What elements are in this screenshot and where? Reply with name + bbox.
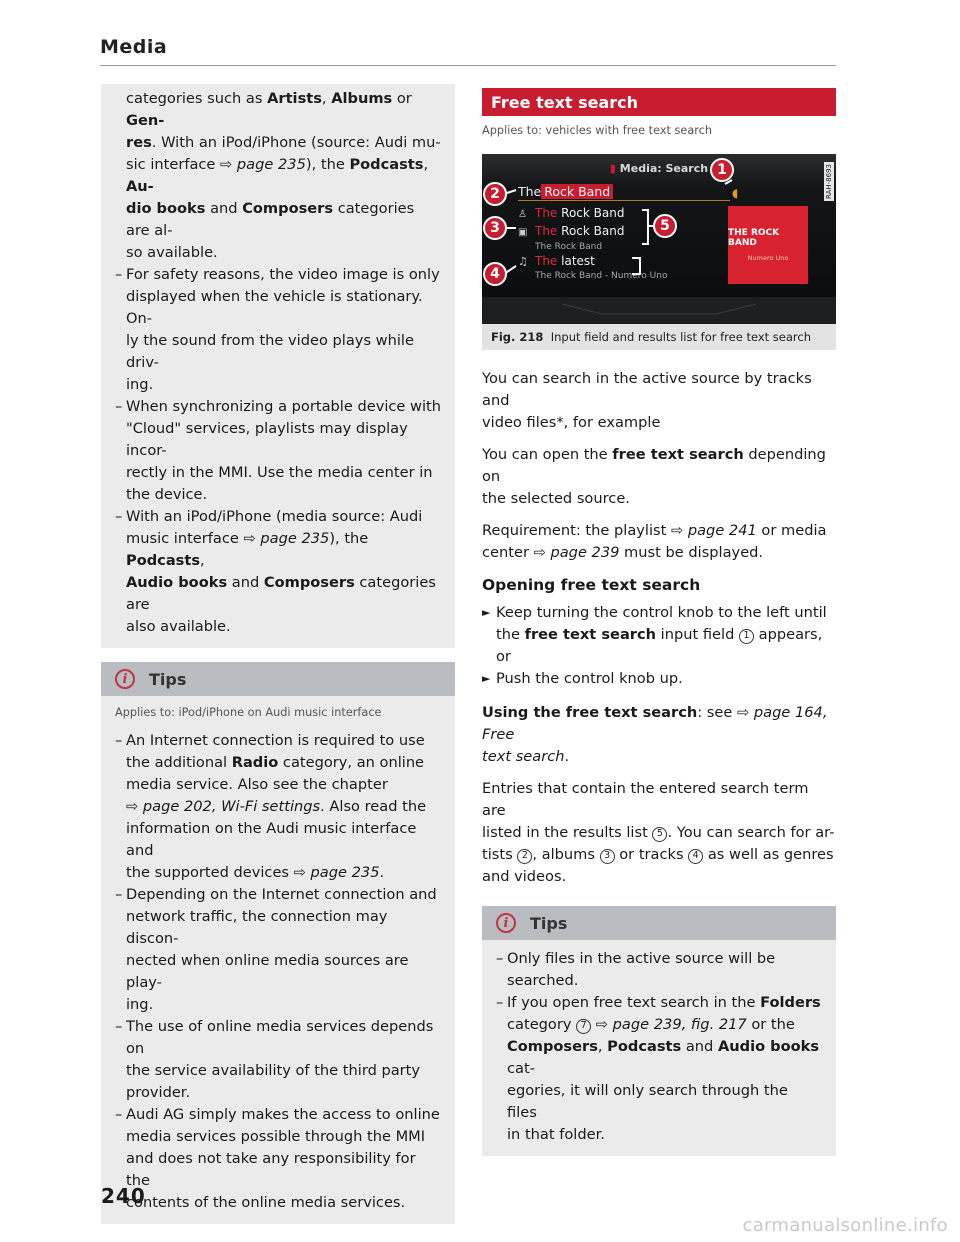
paragraph: You can search in the active source by tracks and video files*, for example <box>482 370 812 431</box>
page-number: 240 <box>101 1184 146 1208</box>
tips-box-right <box>482 940 836 1156</box>
tips-bullet-list <box>496 948 822 1146</box>
album-icon: ▣ <box>518 227 528 238</box>
right-column <box>482 88 836 1156</box>
text-line: sic interface ⇨ page 235), the Podcasts, Au- <box>126 156 429 195</box>
list-item: – An Internet connection is required to use the additional Radio category, an online media service. Also see the chapter ⇨ page 202, Wi-Fi settings. Also read the information on the Audi music interface and the supported devices ⇨ page 235. <box>115 732 427 881</box>
tips-box <box>101 696 455 1224</box>
list-item: – Depending on the Internet connection and network traffic, the connection may discon- nected when online media sources are play- ing. <box>115 886 437 1013</box>
tips-bullet-list <box>115 730 441 1214</box>
tips-header-right <box>482 906 836 940</box>
list-item: – For safety reasons, the video image is only displayed when the vehicle is stationary. On- ly the sound from the video plays while driv- ing. <box>115 266 440 393</box>
intro-paragraph <box>115 88 441 264</box>
list-item: – Audi AG simply makes the access to online media services possible through the MMI and does not take any responsibility for the contents of the online media services. <box>115 1106 440 1211</box>
entries-paragraph: Entries that contain the entered search term are listed in the results list 5 . You can search for ar- tists 2 , albums 3 or tracks 4 as well as genres and videos. <box>482 780 835 885</box>
figure-ref-code: RAH-8693 <box>825 164 833 199</box>
info-bullet-list <box>115 264 441 638</box>
callout-3: 3 <box>483 216 507 240</box>
tips-header <box>101 662 455 696</box>
screen-title: ▮ Media: Search <box>609 162 709 175</box>
list-item: ► Keep turning the control knob to the left until the free text search input field 1 appears, or <box>482 604 827 665</box>
figure-caption: Fig. 218 Input field and results list for free text search <box>482 324 836 350</box>
text-line: categories such as Artists, Albums or Gen- <box>126 90 412 129</box>
header-divider <box>100 65 836 66</box>
media-icon: ▮ <box>609 162 616 175</box>
music-note-icon: ♫ <box>518 255 528 268</box>
list-item: ► Push the control knob up. <box>482 670 683 687</box>
watermark: carmanualsonline.info <box>742 1215 948 1236</box>
callout-1: 1 <box>710 158 734 182</box>
section-applies: Applies to: vehicles with free text search <box>482 124 713 137</box>
using-paragraph: Using the free text search: see ⇨ page 164, Free text search. <box>482 704 828 765</box>
list-item: – With an iPod/iPhone (media source: Audi music interface ⇨ page 235), the Podcasts, Audio books and Composers categories are also available. <box>115 508 436 635</box>
callout-5: 5 <box>653 214 677 238</box>
list-item: – If you open free text search in the Folders category 7 ⇨ page 239, fig. 217 or the Composers, Podcasts and Audio books cat- egories, it will only search through the files in that folder. <box>496 994 821 1143</box>
search-input-field: The Rock Band <box>518 184 730 201</box>
subheading-opening: Opening free text search <box>482 576 701 594</box>
paragraph: You can open the free text search depending on the selected source. <box>482 446 826 507</box>
callout-4: 4 <box>483 262 507 286</box>
album-cover: THE ROCK BAND Numero Uno <box>728 206 808 284</box>
result-track-row: ♫ The latest The Rock Band - Numero Uno <box>518 254 668 281</box>
tips-label: Tips <box>530 913 568 933</box>
step-list <box>482 602 836 690</box>
page-header-title: Media <box>100 36 168 58</box>
paragraph: Requirement: the playlist ⇨ page 241 or media center ⇨ page 239 must be displayed. <box>482 522 827 561</box>
list-item: – When synchronizing a portable device with "Cloud" services, playlists may display incor- rectly in the MMI. Use the media center in the device. <box>115 398 441 503</box>
left-column <box>101 84 455 1224</box>
list-item: – The use of online media services depends on the service availability of the third party provider. <box>115 1018 434 1101</box>
keyboard-icon: ◖ <box>732 186 739 200</box>
continued-info-box <box>101 84 455 648</box>
section-title: Free text search <box>482 88 836 116</box>
figure-screenshot <box>482 154 836 324</box>
callout-2: 2 <box>483 182 507 206</box>
result-album-row: ▣ The Rock Band The Rock Band <box>518 224 625 252</box>
list-item: – Only files in the active source will be searched. <box>496 950 776 989</box>
info-icon: i <box>115 669 135 689</box>
tips-applies: Applies to: iPod/iPhone on Audi music interface <box>115 706 382 719</box>
text-line: so available. <box>126 244 218 261</box>
text-line: dio books and Composers categories are al- <box>126 200 415 239</box>
tips-label: Tips <box>149 669 187 689</box>
text-line: res. With an iPod/iPhone (source: Audi mu- <box>126 134 441 151</box>
artist-icon: ♙ <box>518 209 527 220</box>
info-icon: i <box>496 913 516 933</box>
result-artist-row: ♙ The Rock Band <box>518 206 625 220</box>
body-paragraphs <box>482 368 836 564</box>
